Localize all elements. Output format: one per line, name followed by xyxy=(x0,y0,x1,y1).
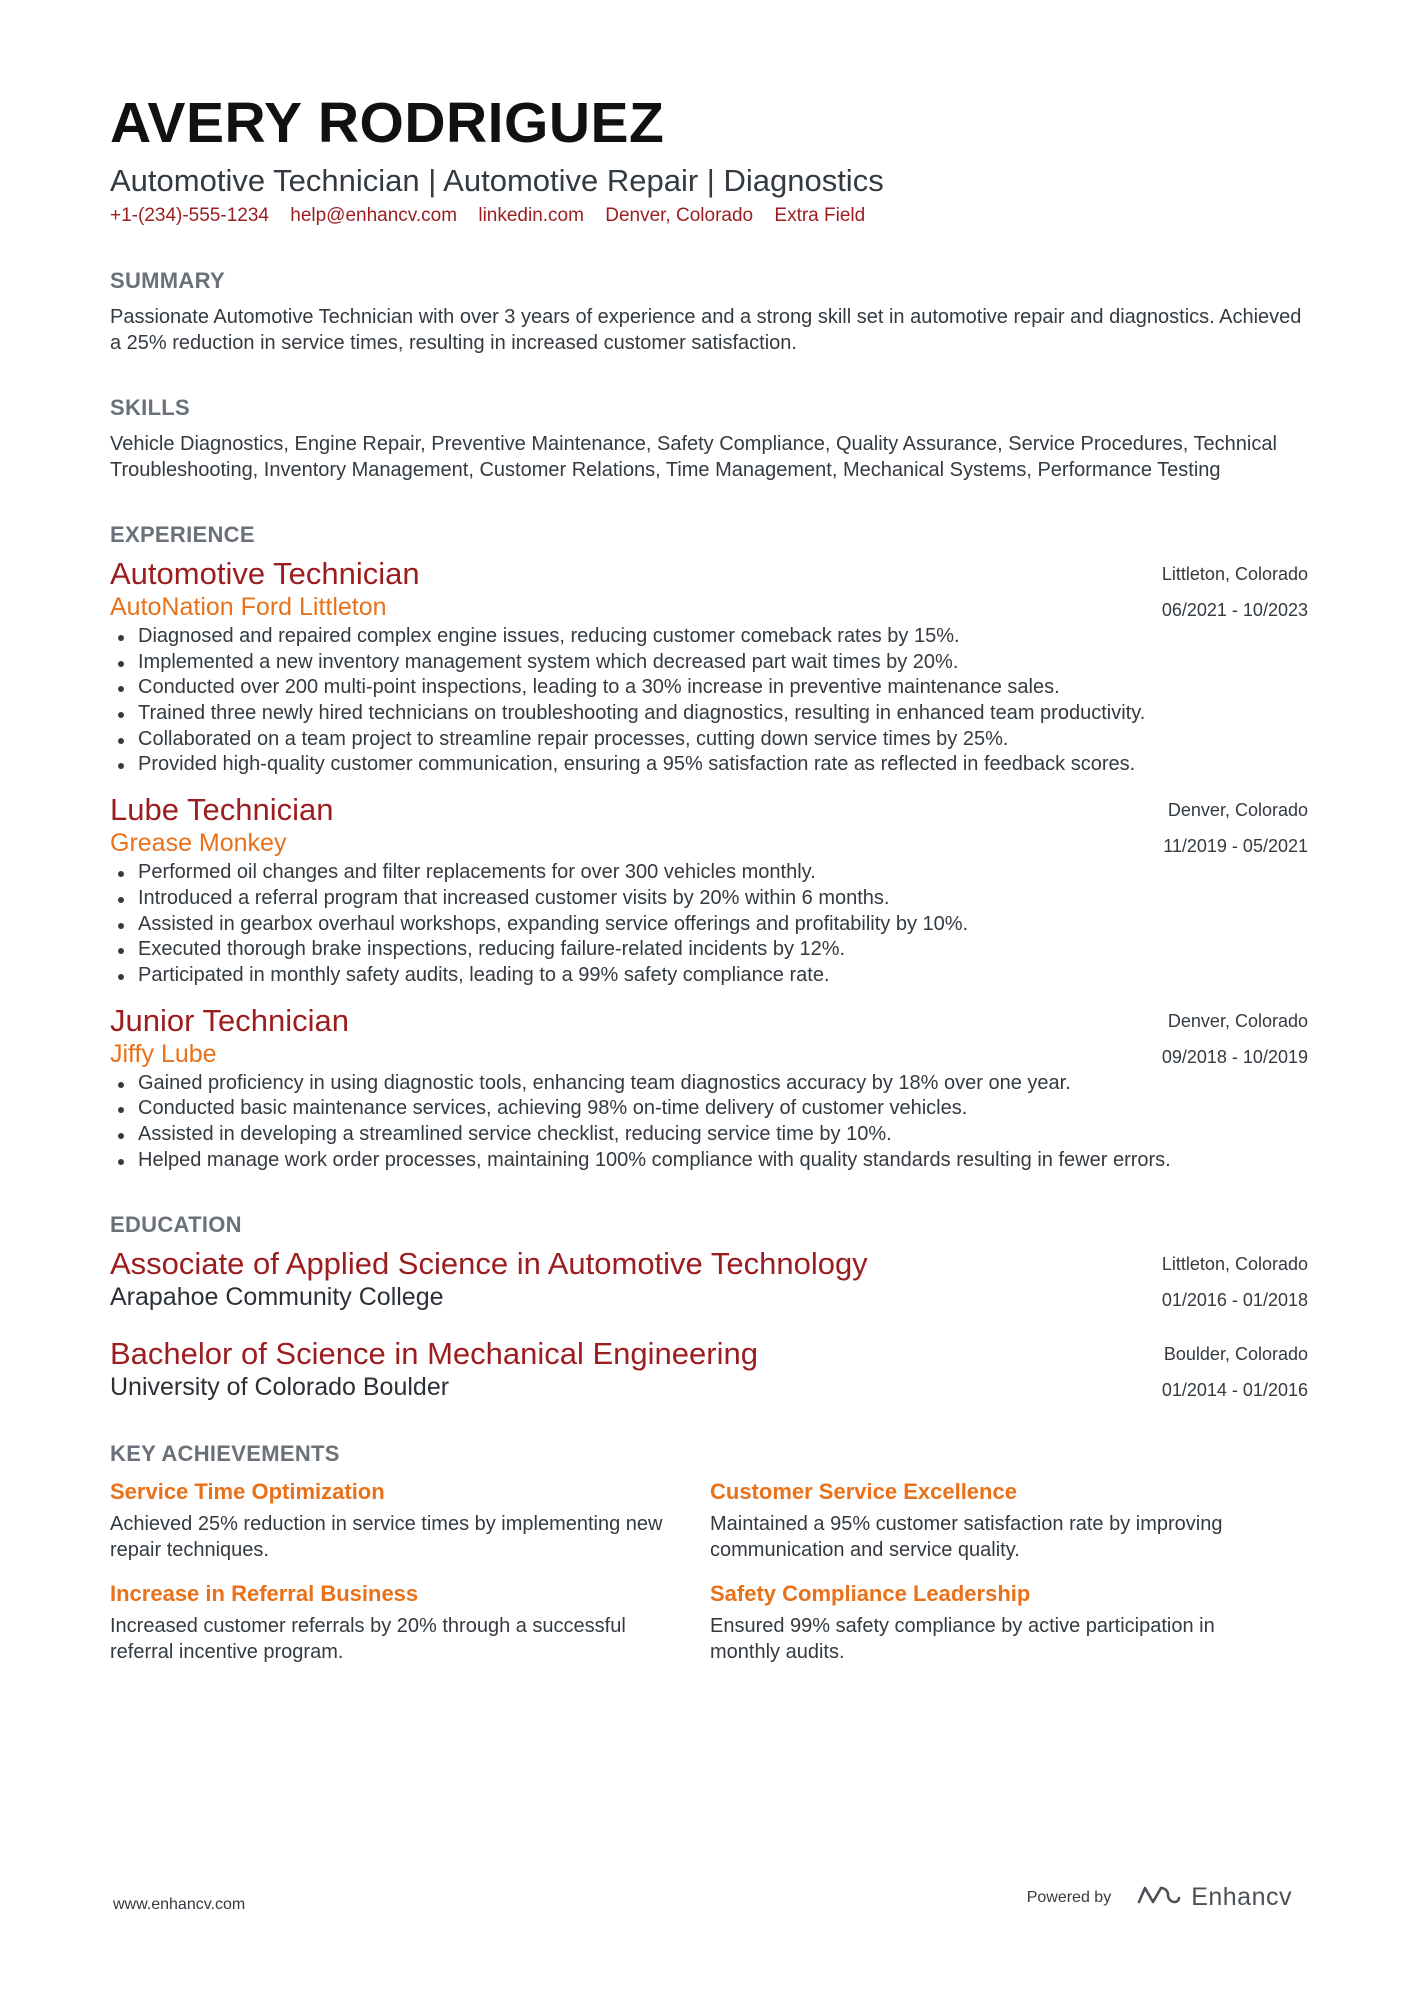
contact-linkedin[interactable]: linkedin.com xyxy=(478,205,584,227)
job-dates: 09/2018 - 10/2019 xyxy=(1161,1046,1308,1067)
job-bullet: Assisted in developing a streamlined service checklist, reducing service time by 10%. xyxy=(110,1122,1308,1148)
job-bullet: Provided high-quality customer communication, ensuring a 95% satisfaction rate as reflected in feedback scores. xyxy=(110,752,1308,778)
achievements-grid xyxy=(110,1477,1308,1665)
job-dates: 11/2019 - 05/2021 xyxy=(1163,836,1308,857)
experience-entry xyxy=(110,1003,1308,1174)
achievement-desc: Achieved 25% reduction in service times by implementing new repair techniques. xyxy=(110,1513,663,1562)
job-bullet: Diagnosed and repaired complex engine issues, reducing customer comeback rates by 15%. xyxy=(110,624,1308,650)
job-dates: 06/2021 - 10/2023 xyxy=(1161,599,1308,620)
enhancv-logo-icon xyxy=(1135,1882,1181,1913)
education-dates: 01/2014 - 01/2016 xyxy=(1161,1380,1308,1401)
enhancv-wordmark[interactable]: Enhancv xyxy=(1191,1883,1292,1911)
education-entry xyxy=(110,1246,1308,1312)
job-bullet: Helped manage work order processes, maintaining 100% compliance with quality standards resulting in fewer errors. xyxy=(110,1148,1308,1174)
job-bullet: Trained three newly hired technicians on troubleshooting and diagnostics, resulting in enhanced team productivity. xyxy=(110,701,1308,727)
job-company: Grease Monkey xyxy=(110,829,287,858)
candidate-name: AVERY RODRIGUEZ xyxy=(110,91,665,155)
experience-section xyxy=(110,521,1308,1174)
achievement-desc: Maintained a 95% customer satisfaction rate by improving communication and service quality. xyxy=(710,1513,1223,1562)
headline: Automotive Technician | Automotive Repair | Diagnostics xyxy=(110,163,884,198)
section-title-summary: SUMMARY xyxy=(110,267,225,293)
section-title-achievements: KEY ACHIEVEMENTS xyxy=(110,1441,340,1467)
job-location: Denver, Colorado xyxy=(1167,800,1308,821)
achievement-desc: Increased customer referrals by 20% through a successful referral incentive program. xyxy=(110,1615,626,1664)
contact-bar xyxy=(110,204,1308,229)
contact-extra-field: Extra Field xyxy=(774,205,866,227)
summary-text: Passionate Automotive Technician with over 3 years of experience and a strong skill set in automotive repair and diagnostics. Achieved a 25% reduction in service times, resulting in increased customer satisfaction. xyxy=(110,305,1302,354)
education-dates: 01/2016 - 01/2018 xyxy=(1161,1290,1308,1311)
education-meta xyxy=(1162,1336,1308,1408)
footer-branding xyxy=(1027,1882,1292,1913)
education-location: Littleton, Colorado xyxy=(1161,1254,1308,1275)
achievement-title: Customer Service Excellence xyxy=(710,1479,1017,1505)
education-entry xyxy=(110,1336,1308,1402)
contact-email[interactable]: help@enhancv.com xyxy=(290,205,458,227)
achievements-section xyxy=(110,1443,1308,1665)
job-bullet: Executed thorough brake inspections, reducing failure-related incidents by 12%. xyxy=(110,937,1308,963)
job-role: Lube Technician xyxy=(110,792,334,828)
job-role: Junior Technician xyxy=(110,1002,349,1038)
degree-title: Associate of Applied Science in Automotive Technology xyxy=(110,1246,868,1282)
job-bullet: Performed oil changes and filter replacements for over 300 vehicles monthly. xyxy=(110,860,1308,886)
job-company: AutoNation Ford Littleton xyxy=(110,592,387,621)
job-meta xyxy=(1162,1003,1308,1075)
job-meta xyxy=(1162,556,1308,628)
education-meta xyxy=(1162,1246,1308,1318)
school-name: Arapahoe Community College xyxy=(110,1283,444,1312)
job-role: Automotive Technician xyxy=(110,555,420,591)
achievement-title: Safety Compliance Leadership xyxy=(710,1581,1031,1607)
job-meta xyxy=(1163,792,1308,864)
job-bullets xyxy=(110,1071,1308,1174)
school-name: University of Colorado Boulder xyxy=(110,1373,450,1402)
section-title-education: EDUCATION xyxy=(110,1212,242,1238)
job-bullet: Introduced a referral program that increased customer visits by 20% within 6 months. xyxy=(110,886,1308,912)
job-bullet: Implemented a new inventory management system which decreased part wait times by 20%. xyxy=(110,650,1308,676)
education-location: Boulder, Colorado xyxy=(1163,1344,1308,1365)
achievement-desc: Ensured 99% safety compliance by active participation in monthly audits. xyxy=(710,1615,1215,1664)
skills-text: Vehicle Diagnostics, Engine Repair, Preventive Maintenance, Safety Compliance, Quality Assurance, Service Procedures, Technical Troubleshooting, Inventory Management, Customer Relations, Time Management, Mechanical Systems, Performance Testing xyxy=(110,432,1277,481)
job-company: Jiffy Lube xyxy=(110,1039,217,1068)
summary-section xyxy=(110,267,1308,356)
achievement-item xyxy=(110,1579,710,1665)
job-bullet: Gained proficiency in using diagnostic tools, enhancing team diagnostics accuracy by 18% over one year. xyxy=(110,1071,1308,1097)
section-title-experience: EXPERIENCE xyxy=(110,521,255,547)
job-location: Littleton, Colorado xyxy=(1161,563,1308,584)
achievement-item xyxy=(710,1477,1308,1563)
job-bullet: Conducted basic maintenance services, achieving 98% on-time delivery of customer vehicles. xyxy=(110,1096,1308,1122)
contact-phone[interactable]: +1-(234)-555-1234 xyxy=(110,205,269,227)
experience-entry xyxy=(110,556,1308,778)
degree-title: Bachelor of Science in Mechanical Engineering xyxy=(110,1336,758,1372)
job-bullets xyxy=(110,624,1308,778)
experience-entry xyxy=(110,792,1308,989)
resume-page xyxy=(110,91,1308,1665)
footer-website[interactable]: www.enhancv.com xyxy=(113,1896,246,1913)
job-bullet: Assisted in gearbox overhaul workshops, expanding service offerings and profitability by 10%. xyxy=(110,912,1308,938)
job-location: Denver, Colorado xyxy=(1167,1010,1308,1031)
job-bullet: Participated in monthly safety audits, leading to a 99% safety compliance rate. xyxy=(110,963,1308,989)
job-bullet: Conducted over 200 multi-point inspections, leading to a 30% increase in preventive maintenance sales. xyxy=(110,675,1308,701)
achievement-title: Increase in Referral Business xyxy=(110,1581,419,1607)
education-section xyxy=(110,1214,1308,1402)
contact-location: Denver, Colorado xyxy=(605,205,754,227)
section-title-skills: SKILLS xyxy=(110,394,191,420)
achievement-item xyxy=(710,1579,1308,1665)
skills-section xyxy=(110,394,1308,483)
achievement-item xyxy=(110,1477,710,1563)
job-bullet: Collaborated on a team project to streamline repair processes, cutting down service times by 25%. xyxy=(110,727,1308,753)
powered-by-label: Powered by xyxy=(1026,1888,1112,1906)
achievement-title: Service Time Optimization xyxy=(110,1479,385,1505)
job-bullets xyxy=(110,860,1308,989)
